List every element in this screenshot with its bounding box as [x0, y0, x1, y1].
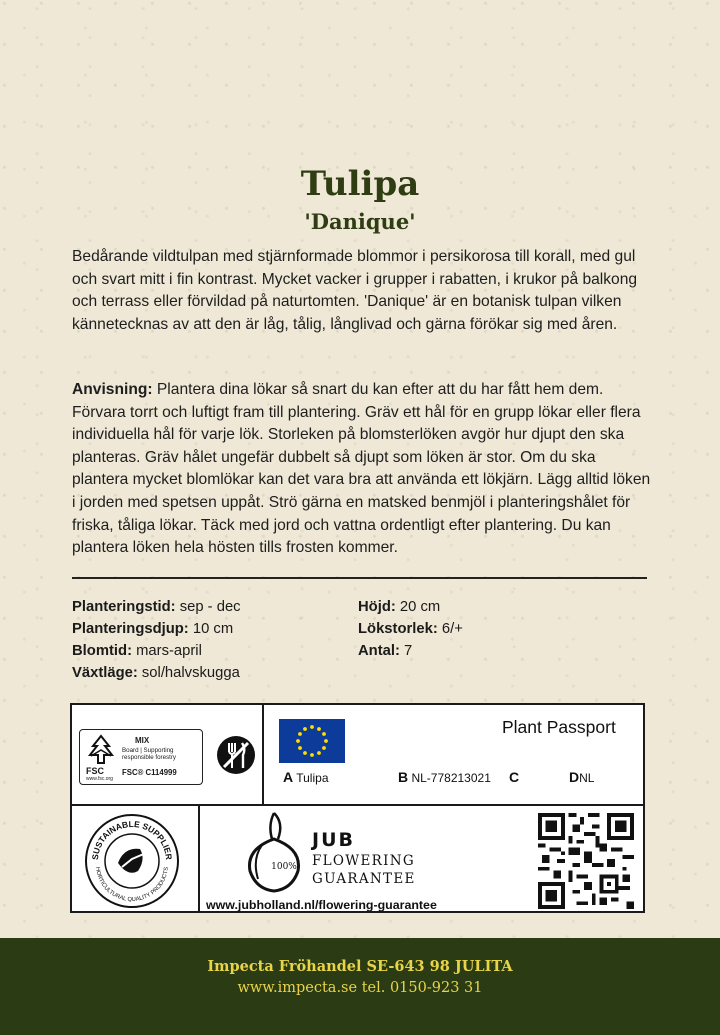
passport-field-value: NL-778213021 — [411, 771, 491, 785]
instructions-label: Anvisning: — [72, 381, 153, 398]
box-divider — [198, 805, 200, 913]
specs-right — [358, 596, 463, 662]
spec-count — [358, 640, 463, 662]
jub-line: GUARANTEE — [312, 871, 416, 887]
seal-bottom-text: HORTICULTURAL QUALITY PRODUCTS — [94, 866, 170, 904]
spec-bulb-size — [358, 618, 463, 640]
plant-passport-title: Plant Passport — [502, 717, 616, 737]
spec-height — [358, 596, 463, 618]
divider-line — [72, 577, 647, 579]
passport-field-label: A — [283, 769, 294, 785]
box-divider — [262, 705, 264, 805]
fsc-brand: FSC — [86, 766, 104, 776]
instructions-body: Plantera dina lökar så snart du kan efter att du har fått hem dem. Förvara torrt och luftigt fram till plantering. Gräv ett hål för en grupp lökar eller flera individuella hål för varje lök. Storleken på blomsterlöken avgör hur djupt den ska planteras. Gräv hålet ungefär dubbelt så djupt som löken är stor. Om du ska plantera mycket blomlökar kan det vara bra att använda ett lökjärn. Lägg alltid löken i jorden med spetsen uppåt. Strö gärna en matsked benmjöl i planteringshålet för friska, tåliga lökar. Täck med jord och vattna ordentligt efter plantering. Du kan plantera löken hela hösten tills frosten kommer. — [72, 381, 651, 557]
fsc-tree-icon — [85, 734, 117, 766]
jub-subtitle — [312, 852, 416, 888]
passport-d — [569, 769, 594, 785]
spec-value: 20 cm — [395, 599, 441, 615]
passport-field-label: B — [398, 769, 409, 785]
jub-line: FLOWERING — [312, 853, 415, 869]
spec-value: sol/halvskugga — [137, 665, 240, 681]
spec-value: mars-april — [132, 643, 202, 659]
spec-location — [72, 662, 241, 684]
passport-field-label: C — [509, 769, 520, 785]
spec-label: Höjd: — [358, 599, 396, 615]
certification-box — [70, 703, 645, 913]
fsc-logo — [79, 729, 203, 785]
passport-c — [509, 769, 519, 785]
tulip-bulb-logo-icon — [242, 809, 306, 895]
spec-label: Antal: — [358, 643, 400, 659]
spec-value: 7 — [399, 643, 413, 659]
footer-company: Impecta Fröhandel SE-643 98 JULITA — [207, 958, 513, 975]
product-title: Tulipa — [300, 164, 420, 204]
instructions-text — [72, 379, 652, 560]
box-divider — [72, 804, 643, 806]
passport-field-label: D — [569, 769, 580, 785]
description-text: Bedårande vildtulpan med stjärnformade blommor i persikorosa till korall, med gul och svart mitt i fin kontrast. Mycket vacker i grupper i rabatten, i krukor på balkong och terrass eller förvildad på naturtomten. 'Danique' är en botanisk tulpan vilken kännetecknas av att den är låg, tålig, långlivad och gärna förökar sig med åren. — [72, 248, 638, 333]
spec-bloom-time — [72, 640, 241, 662]
spec-label: Blomtid: — [72, 643, 132, 659]
footer-bar — [0, 938, 720, 1035]
specs-left — [72, 596, 241, 684]
footer-contact: www.impecta.se tel. 0150-923 31 — [237, 980, 483, 996]
fsc-code: FSC® C114999 — [122, 768, 177, 777]
fsc-line: Board | Supporting — [122, 747, 174, 754]
qr-code — [538, 813, 634, 909]
spec-label: Växtläge: — [72, 665, 138, 681]
passport-a — [283, 769, 329, 785]
seal-top-text: SUSTAINABLE SUPPLIER — [89, 818, 175, 861]
spec-label: Planteringsdjup: — [72, 621, 189, 637]
spec-planting-depth — [72, 618, 241, 640]
spec-label: Planteringstid: — [72, 599, 176, 615]
spec-value: 6/+ — [437, 621, 463, 637]
jub-title: JUB — [312, 829, 355, 851]
passport-b — [398, 769, 491, 785]
fsc-site: www.fsc.org — [86, 776, 113, 782]
fsc-description — [122, 747, 202, 761]
spec-value: sep - dec — [175, 599, 241, 615]
jub-url[interactable]: www.jubholland.nl/flowering-guarantee — [206, 898, 437, 912]
variety-name: 'Danique' — [304, 209, 416, 234]
fsc-line: responsible forestry — [122, 754, 176, 761]
sustainable-supplier-seal — [84, 813, 180, 909]
fsc-mix: MIX — [135, 736, 150, 745]
spec-value: 10 cm — [188, 621, 234, 637]
spec-label: Lökstorlek: — [358, 621, 438, 637]
not-food-icon — [216, 735, 256, 775]
jub-badge-text: 100% — [271, 862, 297, 872]
passport-field-value: NL — [579, 771, 595, 785]
passport-field-value: Tulipa — [296, 771, 329, 785]
eu-flag-icon — [279, 719, 345, 763]
spec-planting-time — [72, 596, 241, 618]
